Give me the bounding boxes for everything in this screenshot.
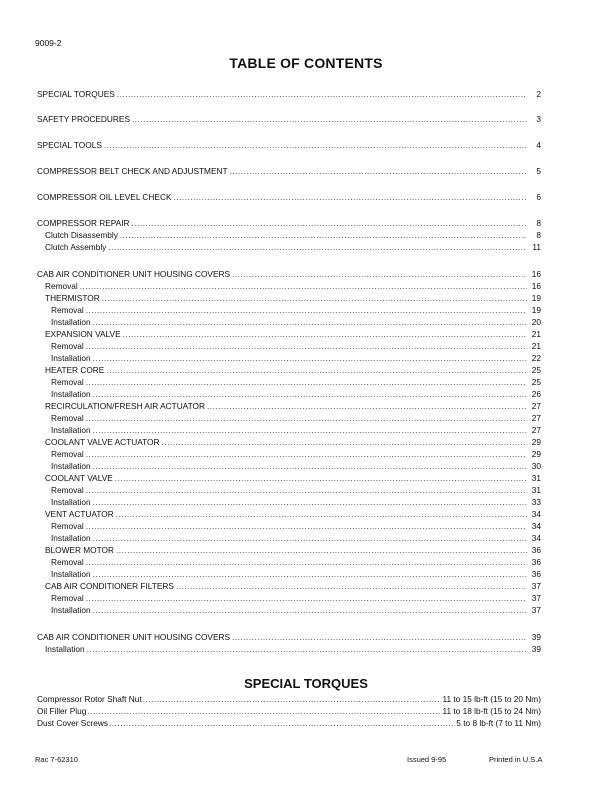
toc-entry-page: 39: [531, 644, 541, 654]
toc-entry: [37, 568, 541, 580]
toc-entry-page: 6: [536, 192, 541, 202]
toc-entry: [37, 304, 541, 316]
toc-entry: [37, 376, 541, 388]
toc-entry: [37, 280, 541, 292]
toc-entry-page: 27: [531, 425, 541, 435]
toc-entry: [37, 520, 541, 532]
toc-entry-page: 21: [531, 341, 541, 351]
dot-leader: [86, 340, 527, 352]
torque-row: [37, 717, 541, 729]
toc-entry-label: SAFETY PROCEDURES: [37, 114, 130, 124]
torque-value: 11 to 18 lb-ft (15 to 24 Nm): [442, 706, 541, 716]
toc-entry-page: 31: [531, 485, 541, 495]
toc-entry: [37, 448, 541, 460]
dot-leader: [93, 460, 527, 472]
dot-leader: [162, 436, 528, 448]
dot-leader: [232, 631, 527, 643]
torque-component: Dust Cover Screws: [37, 718, 109, 728]
toc-entry-label: Installation: [45, 644, 85, 654]
dot-leader: [232, 268, 527, 280]
toc-entry-label: COMPRESSOR BELT CHECK AND ADJUSTMENT: [37, 166, 228, 176]
toc-entry-label: Clutch Disassembly: [45, 230, 118, 240]
dot-leader: [93, 316, 527, 328]
toc-entry: [37, 139, 541, 151]
dot-leader: [93, 352, 527, 364]
toc-entry-label: Removal: [51, 521, 84, 531]
dot-leader: [93, 388, 527, 400]
toc-entry-label: Removal: [51, 485, 84, 495]
toc-entry-page: 29: [531, 437, 541, 447]
dot-leader: [143, 693, 442, 705]
toc-entry: [37, 460, 541, 472]
toc-entry-label: Installation: [51, 461, 91, 471]
toc-entry: [37, 436, 541, 448]
toc-entry-label: Removal: [45, 281, 78, 291]
dot-leader: [123, 328, 527, 340]
dot-leader: [117, 88, 527, 100]
toc-entry: [37, 191, 541, 203]
torque-row: [37, 705, 541, 717]
dot-leader: [120, 229, 527, 241]
toc-entry: [37, 412, 541, 424]
toc-entry-page: 36: [531, 545, 541, 555]
toc-entry-page: 36: [531, 557, 541, 567]
toc-entry-label: Installation: [51, 425, 91, 435]
toc-entry: [37, 592, 541, 604]
dot-leader: [86, 556, 527, 568]
dot-leader: [93, 532, 527, 544]
toc-entry-label: Removal: [51, 305, 84, 315]
dot-leader: [207, 400, 527, 412]
toc-entry-label: THERMISTOR: [45, 293, 100, 303]
toc-entry-page: 22: [531, 353, 541, 363]
dot-leader: [116, 544, 527, 556]
toc-entry-page: 36: [531, 569, 541, 579]
toc-entry: [37, 241, 541, 253]
toc-entry: [37, 364, 541, 376]
toc-entry: [37, 400, 541, 412]
toc-entry-page: 37: [531, 593, 541, 603]
dot-leader: [109, 717, 455, 729]
toc-entry-label: COMPRESSOR OIL LEVEL CHECK: [37, 192, 172, 202]
toc-entry-label: COOLANT VALVE: [45, 473, 113, 483]
toc-entry: [37, 217, 541, 229]
torque-value: 5 to 8 lb-ft (7 to 11 Nm): [456, 718, 541, 728]
toc-entry: [37, 580, 541, 592]
toc-entry: [37, 88, 541, 100]
toc-entry-page: 37: [531, 581, 541, 591]
toc-entry-label: COMPRESSOR REPAIR: [37, 218, 130, 228]
footer-printed: Printed in U.S.A: [489, 755, 543, 764]
toc-entry-label: COOLANT VALVE ACTUATOR: [45, 437, 160, 447]
toc-entry-label: Installation: [51, 605, 91, 615]
toc-entry-page: 27: [531, 413, 541, 423]
doc-id: 9009-2: [35, 38, 62, 48]
toc-entry-page: 4: [536, 140, 541, 150]
toc-entry-page: 39: [531, 632, 541, 642]
toc-entry-label: HEATER CORE: [45, 365, 105, 375]
dot-leader: [86, 304, 527, 316]
toc-entry-page: 2: [536, 89, 541, 99]
toc-entry: [37, 340, 541, 352]
toc-entry-page: 30: [531, 461, 541, 471]
toc-entry-page: 20: [531, 317, 541, 327]
torque-value: 11 to 15 lb-ft (15 to 20 Nm): [442, 694, 541, 704]
dot-leader: [106, 364, 527, 376]
toc-entry-label: EXPANSION VALVE: [45, 329, 121, 339]
dot-leader: [86, 448, 527, 460]
dot-leader: [102, 292, 527, 304]
toc-entry-label: Installation: [51, 569, 91, 579]
dot-leader: [108, 241, 527, 253]
toc-entry-page: 16: [531, 281, 541, 291]
footer-issued: Issued 9-95: [407, 755, 447, 764]
toc-entry-page: 27: [531, 401, 541, 411]
toc-entry: [37, 544, 541, 556]
toc-entry-page: 8: [536, 230, 541, 240]
toc-entry-page: 16: [531, 269, 541, 279]
toc-entry-label: Removal: [51, 557, 84, 567]
toc-entry: [37, 424, 541, 436]
dot-leader: [86, 412, 527, 424]
toc-entry-page: 25: [531, 365, 541, 375]
toc-entry-label: Installation: [51, 389, 91, 399]
toc-entry-page: 25: [531, 377, 541, 387]
toc-entry: [37, 292, 541, 304]
toc-entry-page: 29: [531, 449, 541, 459]
toc-entry-label: Installation: [51, 317, 91, 327]
toc-entry-label: BLOWER MOTOR: [45, 545, 114, 555]
dot-leader: [87, 643, 527, 655]
dot-leader: [86, 484, 527, 496]
toc-entry-label: RECIRCULATION/FRESH AIR ACTUATOR: [45, 401, 205, 411]
torque-component: Compressor Rotor Shaft Nut: [37, 694, 142, 704]
toc-entry: [37, 556, 541, 568]
toc-entry: [37, 316, 541, 328]
toc-entry: [37, 508, 541, 520]
toc-entry-label: Installation: [51, 497, 91, 507]
toc-entry-label: VENT ACTUATOR: [45, 509, 114, 519]
page-title: TABLE OF CONTENTS: [229, 55, 383, 71]
dot-leader: [132, 113, 527, 125]
dot-leader: [93, 568, 527, 580]
toc-entry: [37, 532, 541, 544]
torque-row: [37, 693, 541, 705]
toc-entry-page: 19: [531, 305, 541, 315]
special-torques-title: SPECIAL TORQUES: [244, 676, 368, 691]
toc-entry-label: Removal: [51, 377, 84, 387]
dot-leader: [86, 592, 527, 604]
toc-entry-label: Removal: [51, 413, 84, 423]
toc-entry-label: CAB AIR CONDITIONER UNIT HOUSING COVERS: [37, 269, 231, 279]
toc-entry: [37, 165, 541, 177]
toc-entry-page: 26: [531, 389, 541, 399]
toc-entry: [37, 643, 541, 655]
toc-entry-page: 3: [536, 114, 541, 124]
dot-leader: [86, 376, 527, 388]
toc-entry-label: CAB AIR CONDITIONER FILTERS: [45, 581, 174, 591]
dot-leader: [115, 472, 527, 484]
toc-entry: [37, 388, 541, 400]
toc-entry: [37, 328, 541, 340]
toc-entry-page: 33: [531, 497, 541, 507]
dot-leader: [132, 217, 527, 229]
toc-entry-page: 5: [536, 166, 541, 176]
toc-entry: [37, 268, 541, 280]
dot-leader: [93, 604, 527, 616]
toc-entry-label: Clutch Assembly: [45, 242, 107, 252]
dot-leader: [93, 496, 527, 508]
toc-entry-label: Removal: [51, 593, 84, 603]
dot-leader: [104, 139, 527, 151]
toc-entry-page: 19: [531, 293, 541, 303]
toc-entry-label: SPECIAL TORQUES: [37, 89, 115, 99]
toc-entry-label: Installation: [51, 533, 91, 543]
dot-leader: [87, 705, 441, 717]
toc-entry-label: Installation: [51, 353, 91, 363]
dot-leader: [116, 508, 527, 520]
dot-leader: [230, 165, 527, 177]
dot-leader: [176, 580, 527, 592]
dot-leader: [86, 520, 527, 532]
dot-leader: [93, 424, 527, 436]
toc-entry-label: Removal: [51, 449, 84, 459]
toc-entry: [37, 472, 541, 484]
toc-entry: [37, 631, 541, 643]
dot-leader: [80, 280, 527, 292]
toc-entry-page: 21: [531, 329, 541, 339]
toc-entry-page: 34: [531, 509, 541, 519]
dot-leader: [173, 191, 527, 203]
toc-entry: [37, 496, 541, 508]
torque-component: Oil Filler Plug: [37, 706, 87, 716]
toc-entry-label: SPECIAL TOOLS: [37, 140, 102, 150]
toc-entry-page: 34: [531, 521, 541, 531]
toc-entry: [37, 229, 541, 241]
toc-entry: [37, 352, 541, 364]
toc-entry-label: Removal: [51, 341, 84, 351]
toc-entry-page: 8: [536, 218, 541, 228]
toc-entry-page: 11: [532, 242, 541, 252]
toc-entry: [37, 484, 541, 496]
footer-doc-number: Rac 7-62310: [35, 755, 78, 764]
toc-entry-page: 37: [531, 605, 541, 615]
toc-entry-label: CAB AIR CONDITIONER UNIT HOUSING COVERS: [37, 632, 231, 642]
toc-entry: [37, 604, 541, 616]
toc-entry-page: 31: [531, 473, 541, 483]
toc-entry: [37, 113, 541, 125]
toc-entry-page: 34: [531, 533, 541, 543]
